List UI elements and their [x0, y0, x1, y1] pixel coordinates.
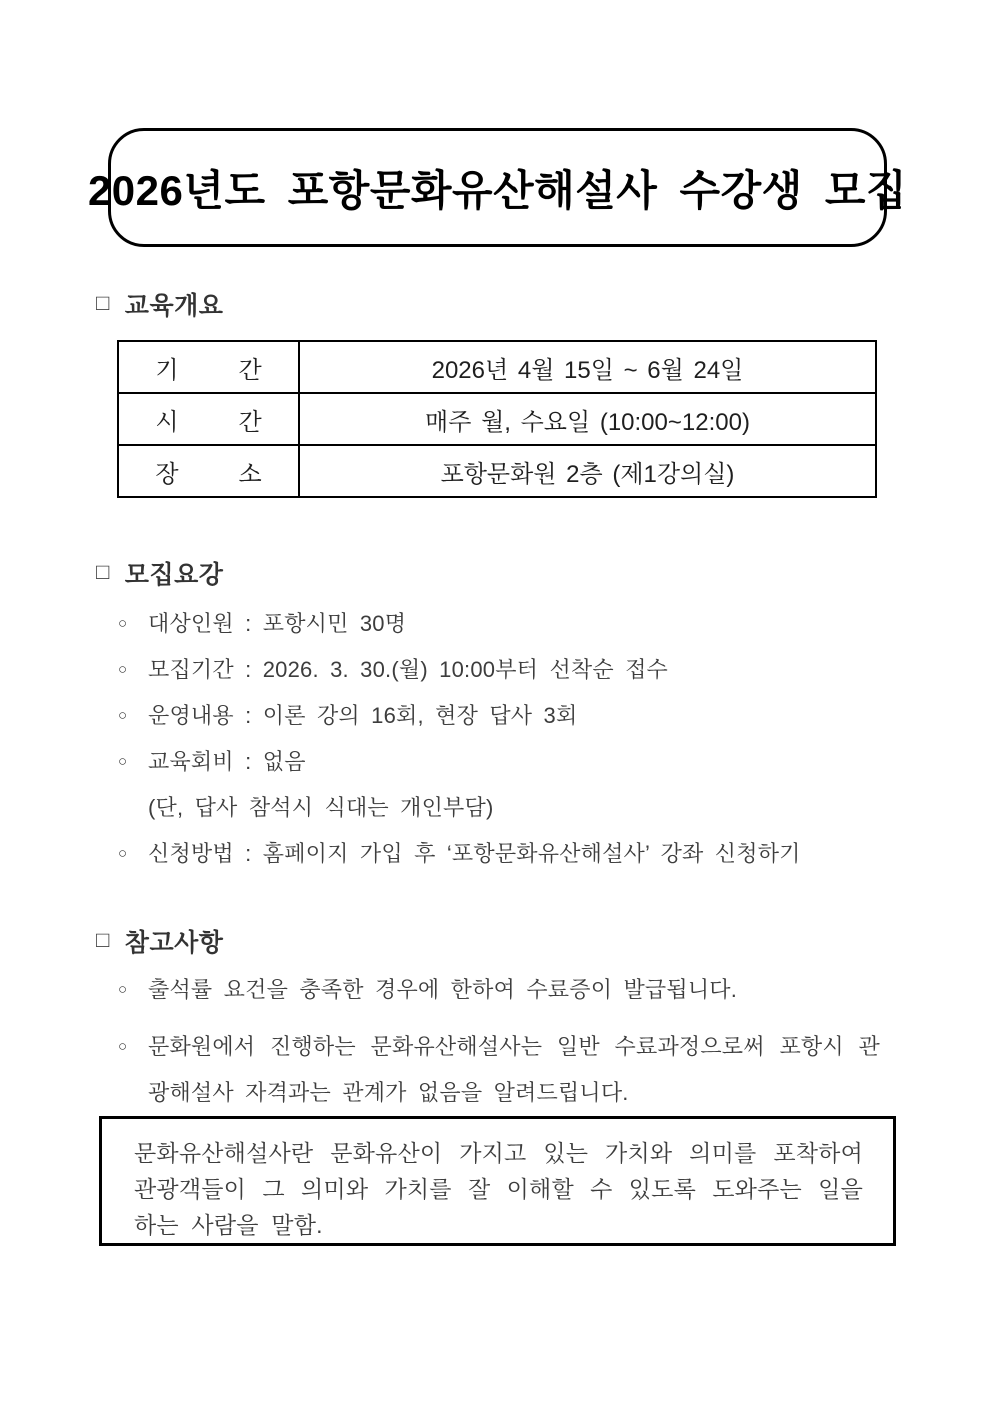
row-label-place: 장 소 — [118, 445, 299, 497]
table-row — [118, 393, 876, 445]
list-item-text: 모집기간 : 2026. 3. 30.(월) 10:00부터 선착순 접수 — [148, 657, 669, 682]
list-item-text: 운영내용 : 이론 강의 16회, 현장 답사 3회 — [148, 703, 578, 728]
circle-bullet-icon: ○ — [118, 753, 128, 770]
section-heading-label: 교육개요 — [124, 292, 224, 320]
list-item-text: 출석률 요건을 충족한 경우에 한하여 수료증이 발급됩니다. — [148, 977, 738, 1002]
list-item-text: 교육회비 : 없음 — [148, 749, 306, 774]
circle-bullet-icon: ○ — [118, 845, 128, 862]
section-heading-overview — [96, 286, 223, 322]
list-item-text: 대상인원 : 포항시민 30명 — [148, 611, 407, 636]
row-value-period: 2026년 4월 15일 ~ 6월 24일 — [299, 341, 876, 393]
list-item-text: 신청방법 : 홈페이지 가입 후 ‘포항문화유산해설사’ 강좌 신청하기 — [148, 841, 801, 866]
list-item-subnote — [118, 796, 880, 820]
table-row — [118, 341, 876, 393]
recruitment-list — [118, 612, 880, 888]
list-item-text: 문화원에서 진행하는 문화유산해설사는 일반 수료과정으로써 포항시 관광해설사 자격과는 관계가 없음을 알려드립니다. — [148, 1034, 880, 1105]
list-item — [118, 612, 880, 636]
circle-bullet-icon: ○ — [118, 981, 128, 998]
list-item — [118, 704, 880, 728]
title-box — [87, 128, 908, 247]
section-heading-recruitment — [96, 555, 223, 591]
list-item — [118, 978, 880, 1002]
row-label-time: 시 간 — [118, 393, 299, 445]
circle-bullet-icon: ○ — [118, 707, 128, 724]
row-label-period: 기 간 — [118, 341, 299, 393]
list-item — [118, 658, 880, 682]
page-title: 2026년도 포항문화유산해설사 수강생 모집 — [87, 166, 908, 214]
row-value-time: 매주 월, 수요일 (10:00~12:00) — [299, 393, 876, 445]
circle-bullet-icon: ○ — [118, 615, 128, 632]
notes-list — [118, 978, 880, 1116]
section-heading-label: 모집요강 — [124, 561, 224, 589]
list-item — [118, 750, 880, 774]
circle-bullet-icon: ○ — [118, 1038, 128, 1055]
list-item — [118, 842, 880, 866]
list-item-text: (단, 답사 참석시 식대는 개인부담) — [148, 795, 494, 820]
table-row — [118, 445, 876, 497]
square-bullet-icon: □ — [96, 559, 110, 584]
square-bullet-icon: □ — [96, 927, 110, 952]
section-heading-label: 참고사항 — [124, 929, 224, 957]
footnote-text: 문화유산해설사란 문화유산이 가지고 있는 가치와 의미를 포착하여 관광객들이 그 의미와 가치를 잘 이해할 수 있도록 도와주는 일을 하는 사람을 말함. — [134, 1140, 863, 1238]
circle-bullet-icon: ○ — [118, 661, 128, 678]
footnote-box — [99, 1116, 896, 1246]
row-value-place: 포항문화원 2층 (제1강의실) — [299, 445, 876, 497]
section-heading-notes — [96, 923, 223, 959]
square-bullet-icon: □ — [96, 290, 110, 315]
list-item — [118, 1024, 880, 1116]
overview-table — [117, 340, 877, 498]
